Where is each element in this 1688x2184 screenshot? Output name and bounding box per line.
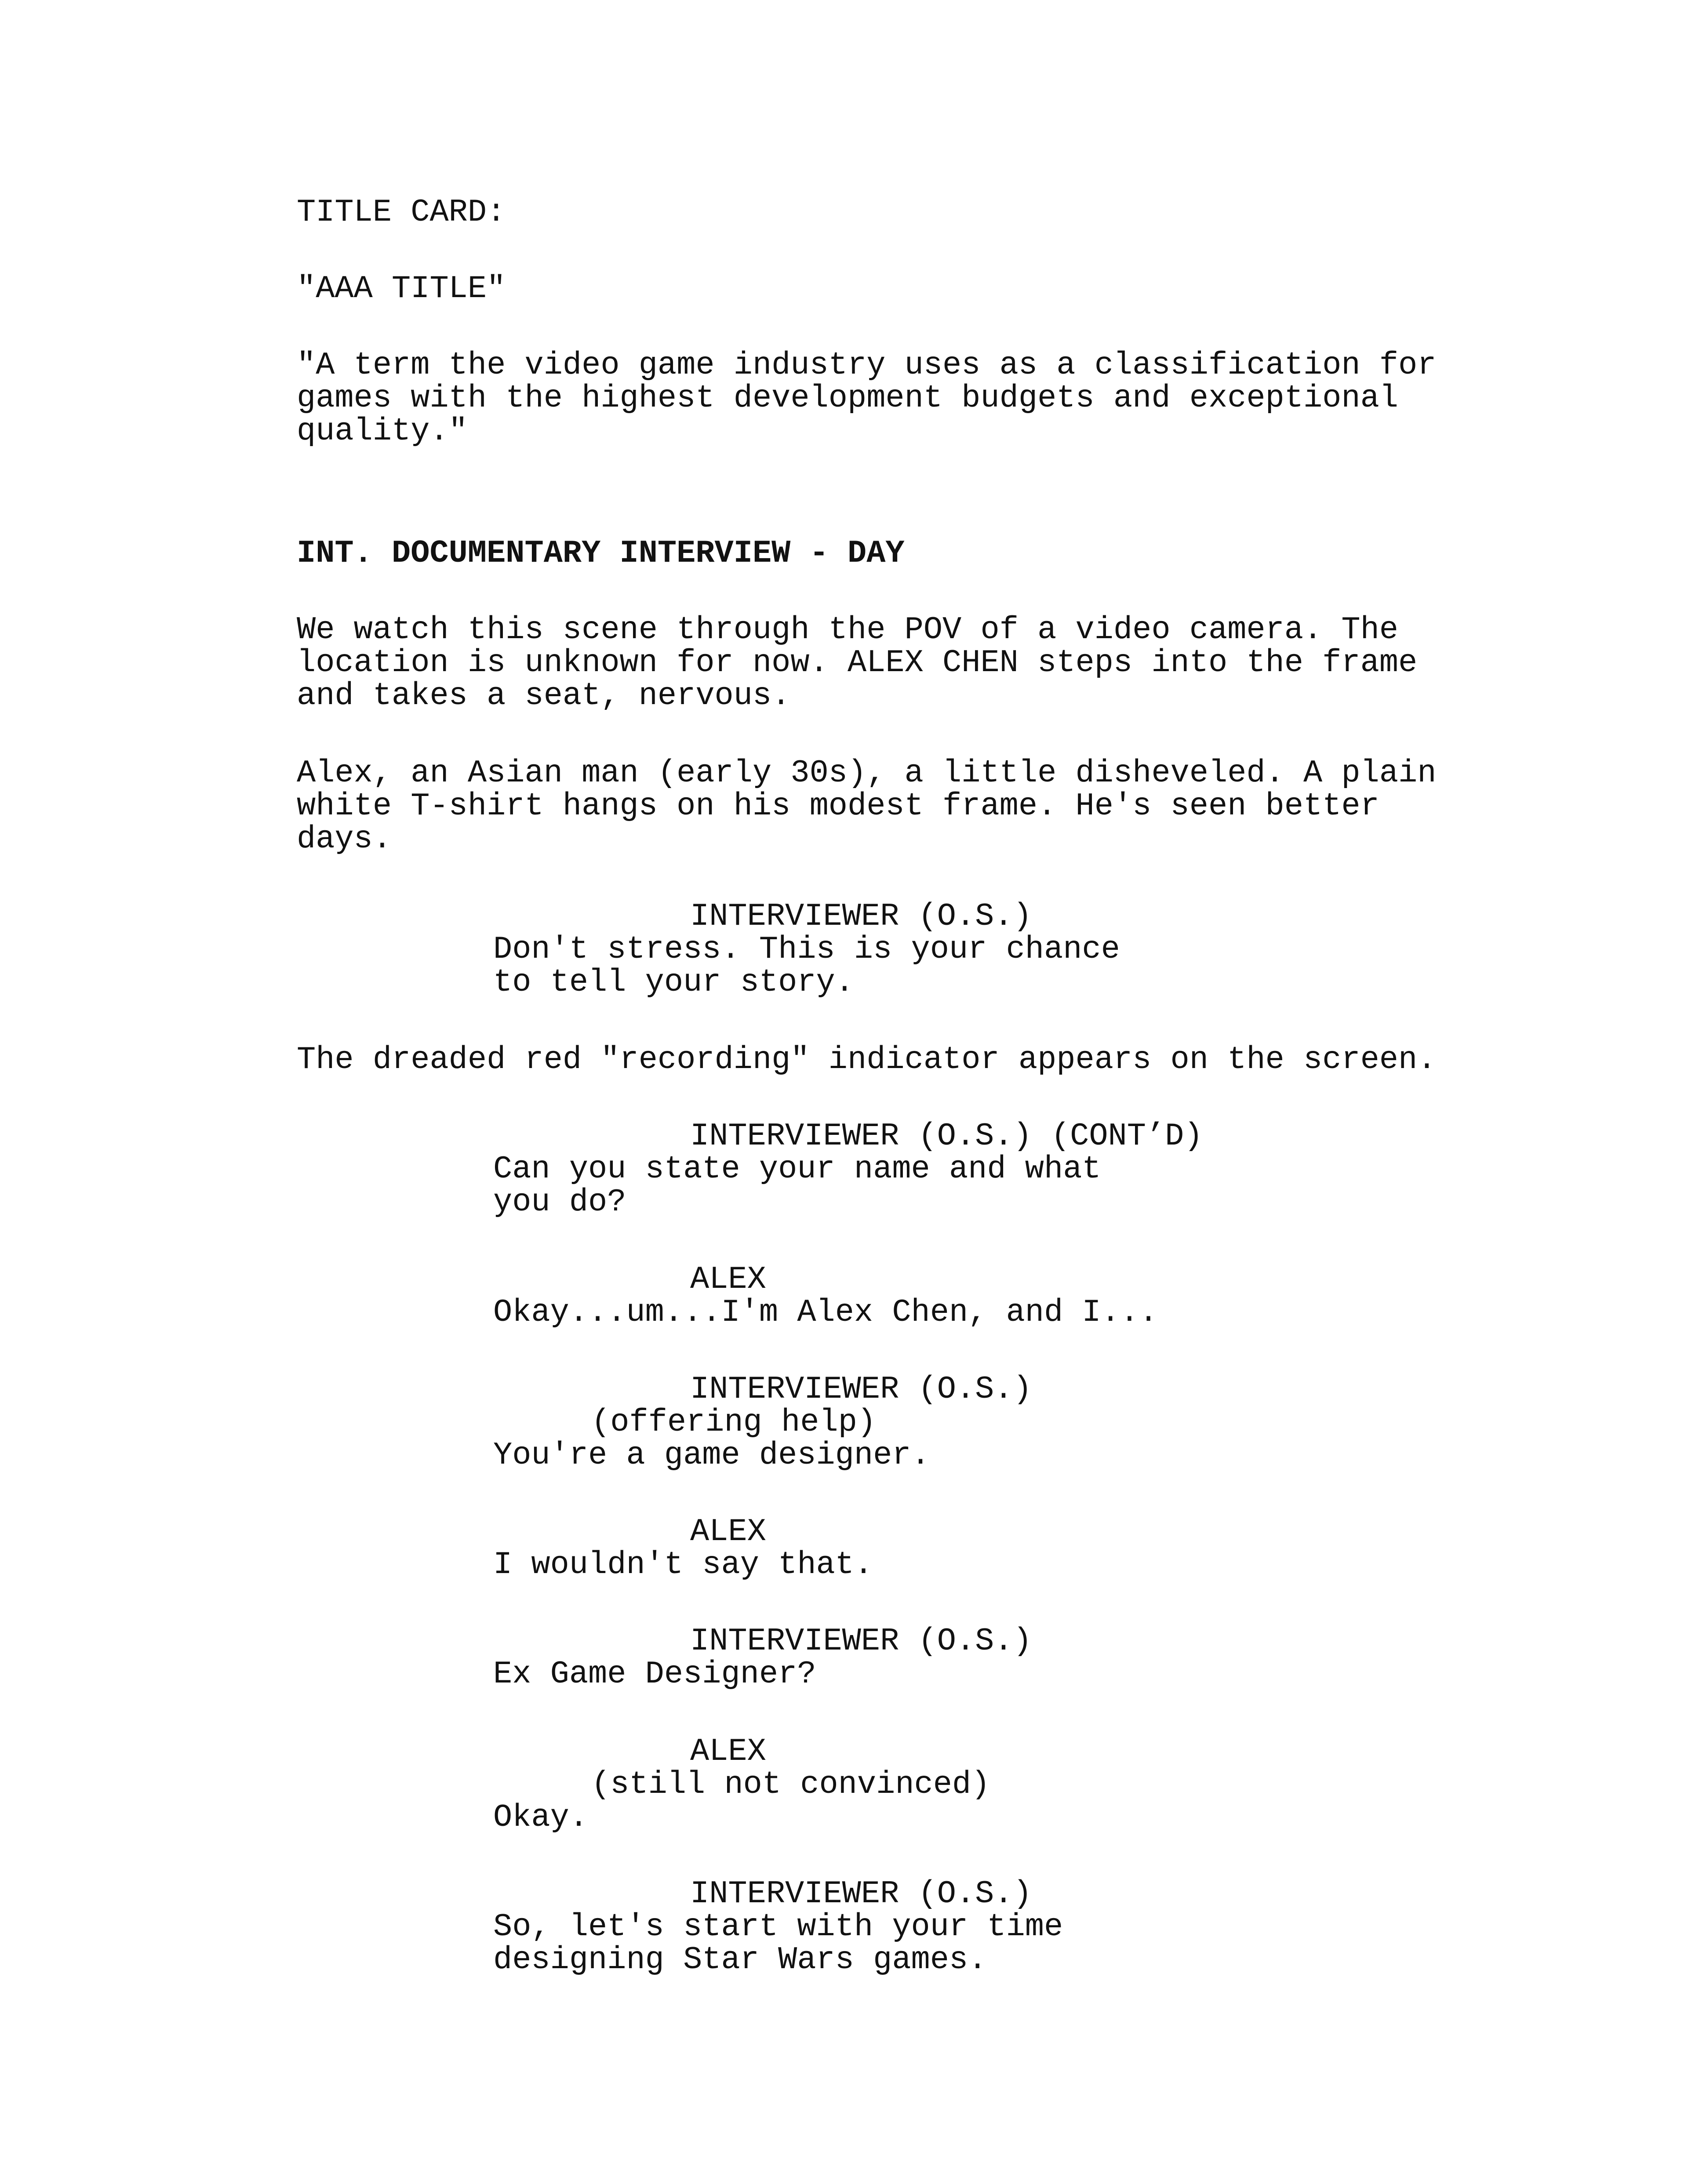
definition-line: "A term the video game industry uses as a classification for	[297, 347, 1437, 383]
dialogue-line: to tell your story.	[493, 964, 854, 1000]
character-name: INTERVIEWER (O.S.)	[690, 1371, 1032, 1407]
title-card-label: TITLE CARD:	[297, 194, 506, 230]
dialogue-line: You're a game designer.	[493, 1437, 930, 1473]
dialogue-line: So, let's start with your time	[493, 1909, 1063, 1945]
character-name: INTERVIEWER (O.S.)	[690, 1623, 1032, 1659]
action-line: and takes a seat, nervous.	[297, 678, 791, 714]
definition-line: games with the highest development budgets and exceptional	[297, 380, 1399, 416]
action-line: location is unknown for now. ALEX CHEN steps into the frame	[297, 645, 1418, 681]
character-name: INTERVIEWER (O.S.)	[690, 898, 1032, 934]
action-line: We watch this scene through the POV of a video camera. The	[297, 612, 1399, 648]
definition-line: quality."	[297, 413, 468, 449]
parenthetical: (still not convinced)	[591, 1766, 990, 1802]
character-name: ALEX	[690, 1514, 766, 1550]
dialogue-line: Don't stress. This is your chance	[493, 931, 1120, 967]
character-name: ALEX	[690, 1733, 766, 1770]
dialogue-line: you do?	[493, 1184, 626, 1220]
scene-heading: INT. DOCUMENTARY INTERVIEW - DAY	[297, 535, 905, 571]
title-card-title: "AAA TITLE"	[297, 271, 506, 307]
action-line: Alex, an Asian man (early 30s), a little disheveled. A plain	[297, 755, 1437, 791]
action-line: white T-shirt hangs on his modest frame. He's seen better	[297, 788, 1379, 824]
action-line: The dreaded red "recording" indicator appears on the screen.	[297, 1042, 1437, 1078]
character-name: ALEX	[690, 1261, 766, 1297]
dialogue-line: Ex Game Designer?	[493, 1656, 816, 1692]
action-line: days.	[297, 821, 392, 857]
dialogue-line: Can you state your name and what	[493, 1151, 1101, 1187]
dialogue-line: I wouldn't say that.	[493, 1547, 873, 1583]
character-name: INTERVIEWER (O.S.) (CONT’D)	[690, 1118, 1203, 1154]
parenthetical: (offering help)	[591, 1404, 877, 1440]
character-name: INTERVIEWER (O.S.)	[690, 1876, 1032, 1912]
dialogue-line: Okay...um...I'm Alex Chen, and I...	[493, 1294, 1158, 1330]
dialogue-line: Okay.	[493, 1799, 589, 1835]
dialogue-line: designing Star Wars games.	[493, 1942, 987, 1978]
